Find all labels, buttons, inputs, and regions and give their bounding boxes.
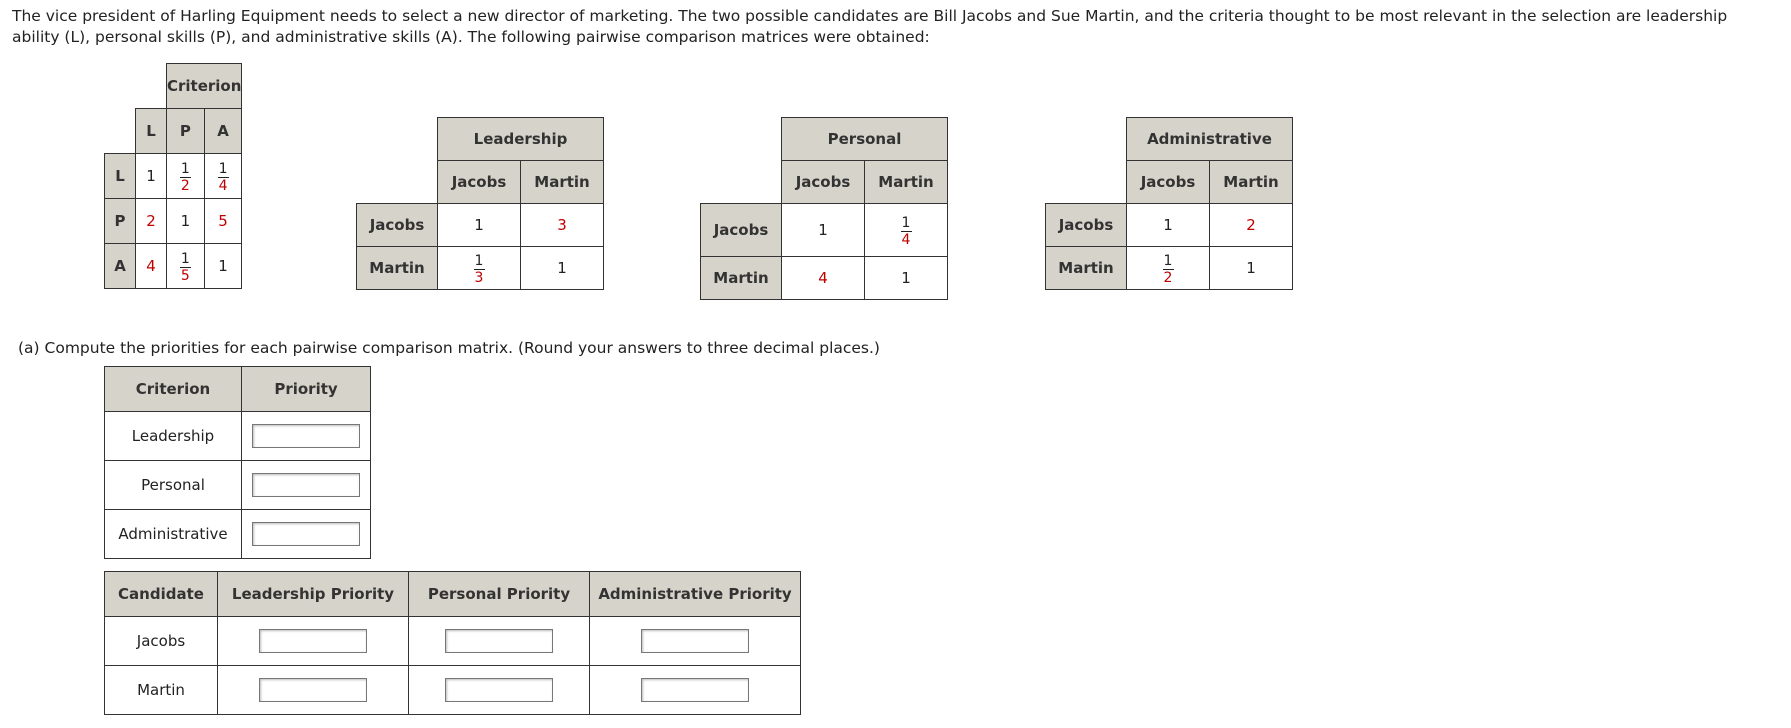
administrative-cell-jm: 2 xyxy=(1210,204,1293,247)
cell-a-p: $\frac{1}{5}$ xyxy=(167,244,205,289)
administrative-col-jacobs: Jacobs xyxy=(1127,161,1210,204)
martin-administrative-priority-input[interactable] xyxy=(641,678,749,702)
candidate-priority-header-leadership: Leadership Priority xyxy=(218,572,409,617)
row-header-a: A xyxy=(105,244,136,289)
candidate-priority-header-candidate: Candidate xyxy=(105,572,218,617)
leadership-cell-mj: $\frac{1}{3}$ xyxy=(438,247,521,290)
administrative-row-martin: Martin xyxy=(1046,247,1127,290)
candidate-priority-header-personal: Personal Priority xyxy=(409,572,590,617)
administrative-priority-input[interactable] xyxy=(252,522,360,546)
criterion-priority-label-administrative: Administrative xyxy=(105,510,242,559)
criterion-priority-label-personal: Personal xyxy=(105,461,242,510)
administrative-cell-mm: 1 xyxy=(1210,247,1293,290)
cell-a-l: 4 xyxy=(136,244,167,289)
candidate-cell-martin-administrative xyxy=(590,666,801,715)
candidate-priority-header-administrative: Administrative Priority xyxy=(590,572,801,617)
jacobs-personal-priority-input[interactable] xyxy=(445,629,553,653)
candidate-cell-jacobs-leadership xyxy=(218,617,409,666)
leadership-col-martin: Martin xyxy=(521,161,604,204)
personal-row-martin: Martin xyxy=(701,257,782,300)
candidate-label-martin: Martin xyxy=(105,666,218,715)
col-header-l: L xyxy=(136,109,167,154)
personal-cell-jj: 1 xyxy=(782,204,865,257)
martin-leadership-priority-input[interactable] xyxy=(259,678,367,702)
criterion-priority-table xyxy=(104,366,371,559)
criterion-priority-header-priority: Priority xyxy=(242,367,371,412)
problem-statement: The vice president of Harling Equipment needs to select a new director of marketing. The two possible candidates are Bill Jacobs and Sue Martin, and the criteria thought to be most relevant in the selection are leadership ability (L), personal skills (P), and administrative skills (A). The following pairwise comparison matrices were obtained: xyxy=(12,7,1728,46)
personal-row-jacobs: Jacobs xyxy=(701,204,782,257)
administrative-col-martin: Martin xyxy=(1210,161,1293,204)
candidate-cell-martin-personal xyxy=(409,666,590,715)
leadership-cell-jm: 3 xyxy=(521,204,604,247)
leadership-priority-input[interactable] xyxy=(252,424,360,448)
criterion-priority-cell-personal xyxy=(242,461,371,510)
administrative-cell-jj: 1 xyxy=(1127,204,1210,247)
criterion-priority-header-criterion: Criterion xyxy=(105,367,242,412)
leadership-matrix xyxy=(356,117,604,290)
candidate-cell-martin-leadership xyxy=(218,666,409,715)
martin-personal-priority-input[interactable] xyxy=(445,678,553,702)
personal-matrix-title: Personal xyxy=(782,118,948,161)
candidate-cell-jacobs-personal xyxy=(409,617,590,666)
criterion-matrix xyxy=(104,63,242,289)
cell-a-a: 1 xyxy=(204,244,242,289)
personal-matrix xyxy=(700,117,948,300)
jacobs-administrative-priority-input[interactable] xyxy=(641,629,749,653)
personal-cell-jm: $\frac{1}{4}$ xyxy=(865,204,948,257)
cell-l-p: $\frac{1}{2}$ xyxy=(167,154,205,199)
leadership-matrix-title: Leadership xyxy=(438,118,604,161)
leadership-col-jacobs: Jacobs xyxy=(438,161,521,204)
cell-l-l: 1 xyxy=(136,154,167,199)
jacobs-leadership-priority-input[interactable] xyxy=(259,629,367,653)
criterion-priority-cell-administrative xyxy=(242,510,371,559)
leadership-row-jacobs: Jacobs xyxy=(357,204,438,247)
cell-p-l: 2 xyxy=(136,199,167,244)
col-header-a: A xyxy=(204,109,242,154)
col-header-p: P xyxy=(167,109,205,154)
row-header-l: L xyxy=(105,154,136,199)
candidate-label-jacobs: Jacobs xyxy=(105,617,218,666)
question-a: (a) Compute the priorities for each pairwise comparison matrix. (Round your answers to three decimal places.) xyxy=(18,339,880,357)
criterion-priority-label-leadership: Leadership xyxy=(105,412,242,461)
criterion-priority-cell-leadership xyxy=(242,412,371,461)
personal-priority-input[interactable] xyxy=(252,473,360,497)
personal-col-jacobs: Jacobs xyxy=(782,161,865,204)
administrative-row-jacobs: Jacobs xyxy=(1046,204,1127,247)
personal-col-martin: Martin xyxy=(865,161,948,204)
cell-p-p: 1 xyxy=(167,199,205,244)
cell-p-a: 5 xyxy=(204,199,242,244)
leadership-cell-mm: 1 xyxy=(521,247,604,290)
row-header-p: P xyxy=(105,199,136,244)
administrative-matrix-title: Administrative xyxy=(1127,118,1293,161)
candidate-cell-jacobs-administrative xyxy=(590,617,801,666)
cell-l-a: $\frac{1}{4}$ xyxy=(204,154,242,199)
administrative-matrix xyxy=(1045,117,1293,290)
personal-cell-mj: 4 xyxy=(782,257,865,300)
leadership-row-martin: Martin xyxy=(357,247,438,290)
leadership-cell-jj: 1 xyxy=(438,204,521,247)
candidate-priority-table xyxy=(104,571,801,715)
personal-cell-mm: 1 xyxy=(865,257,948,300)
administrative-cell-mj: $\frac{1}{2}$ xyxy=(1127,247,1210,290)
criterion-matrix-title: Criterion xyxy=(167,64,242,109)
